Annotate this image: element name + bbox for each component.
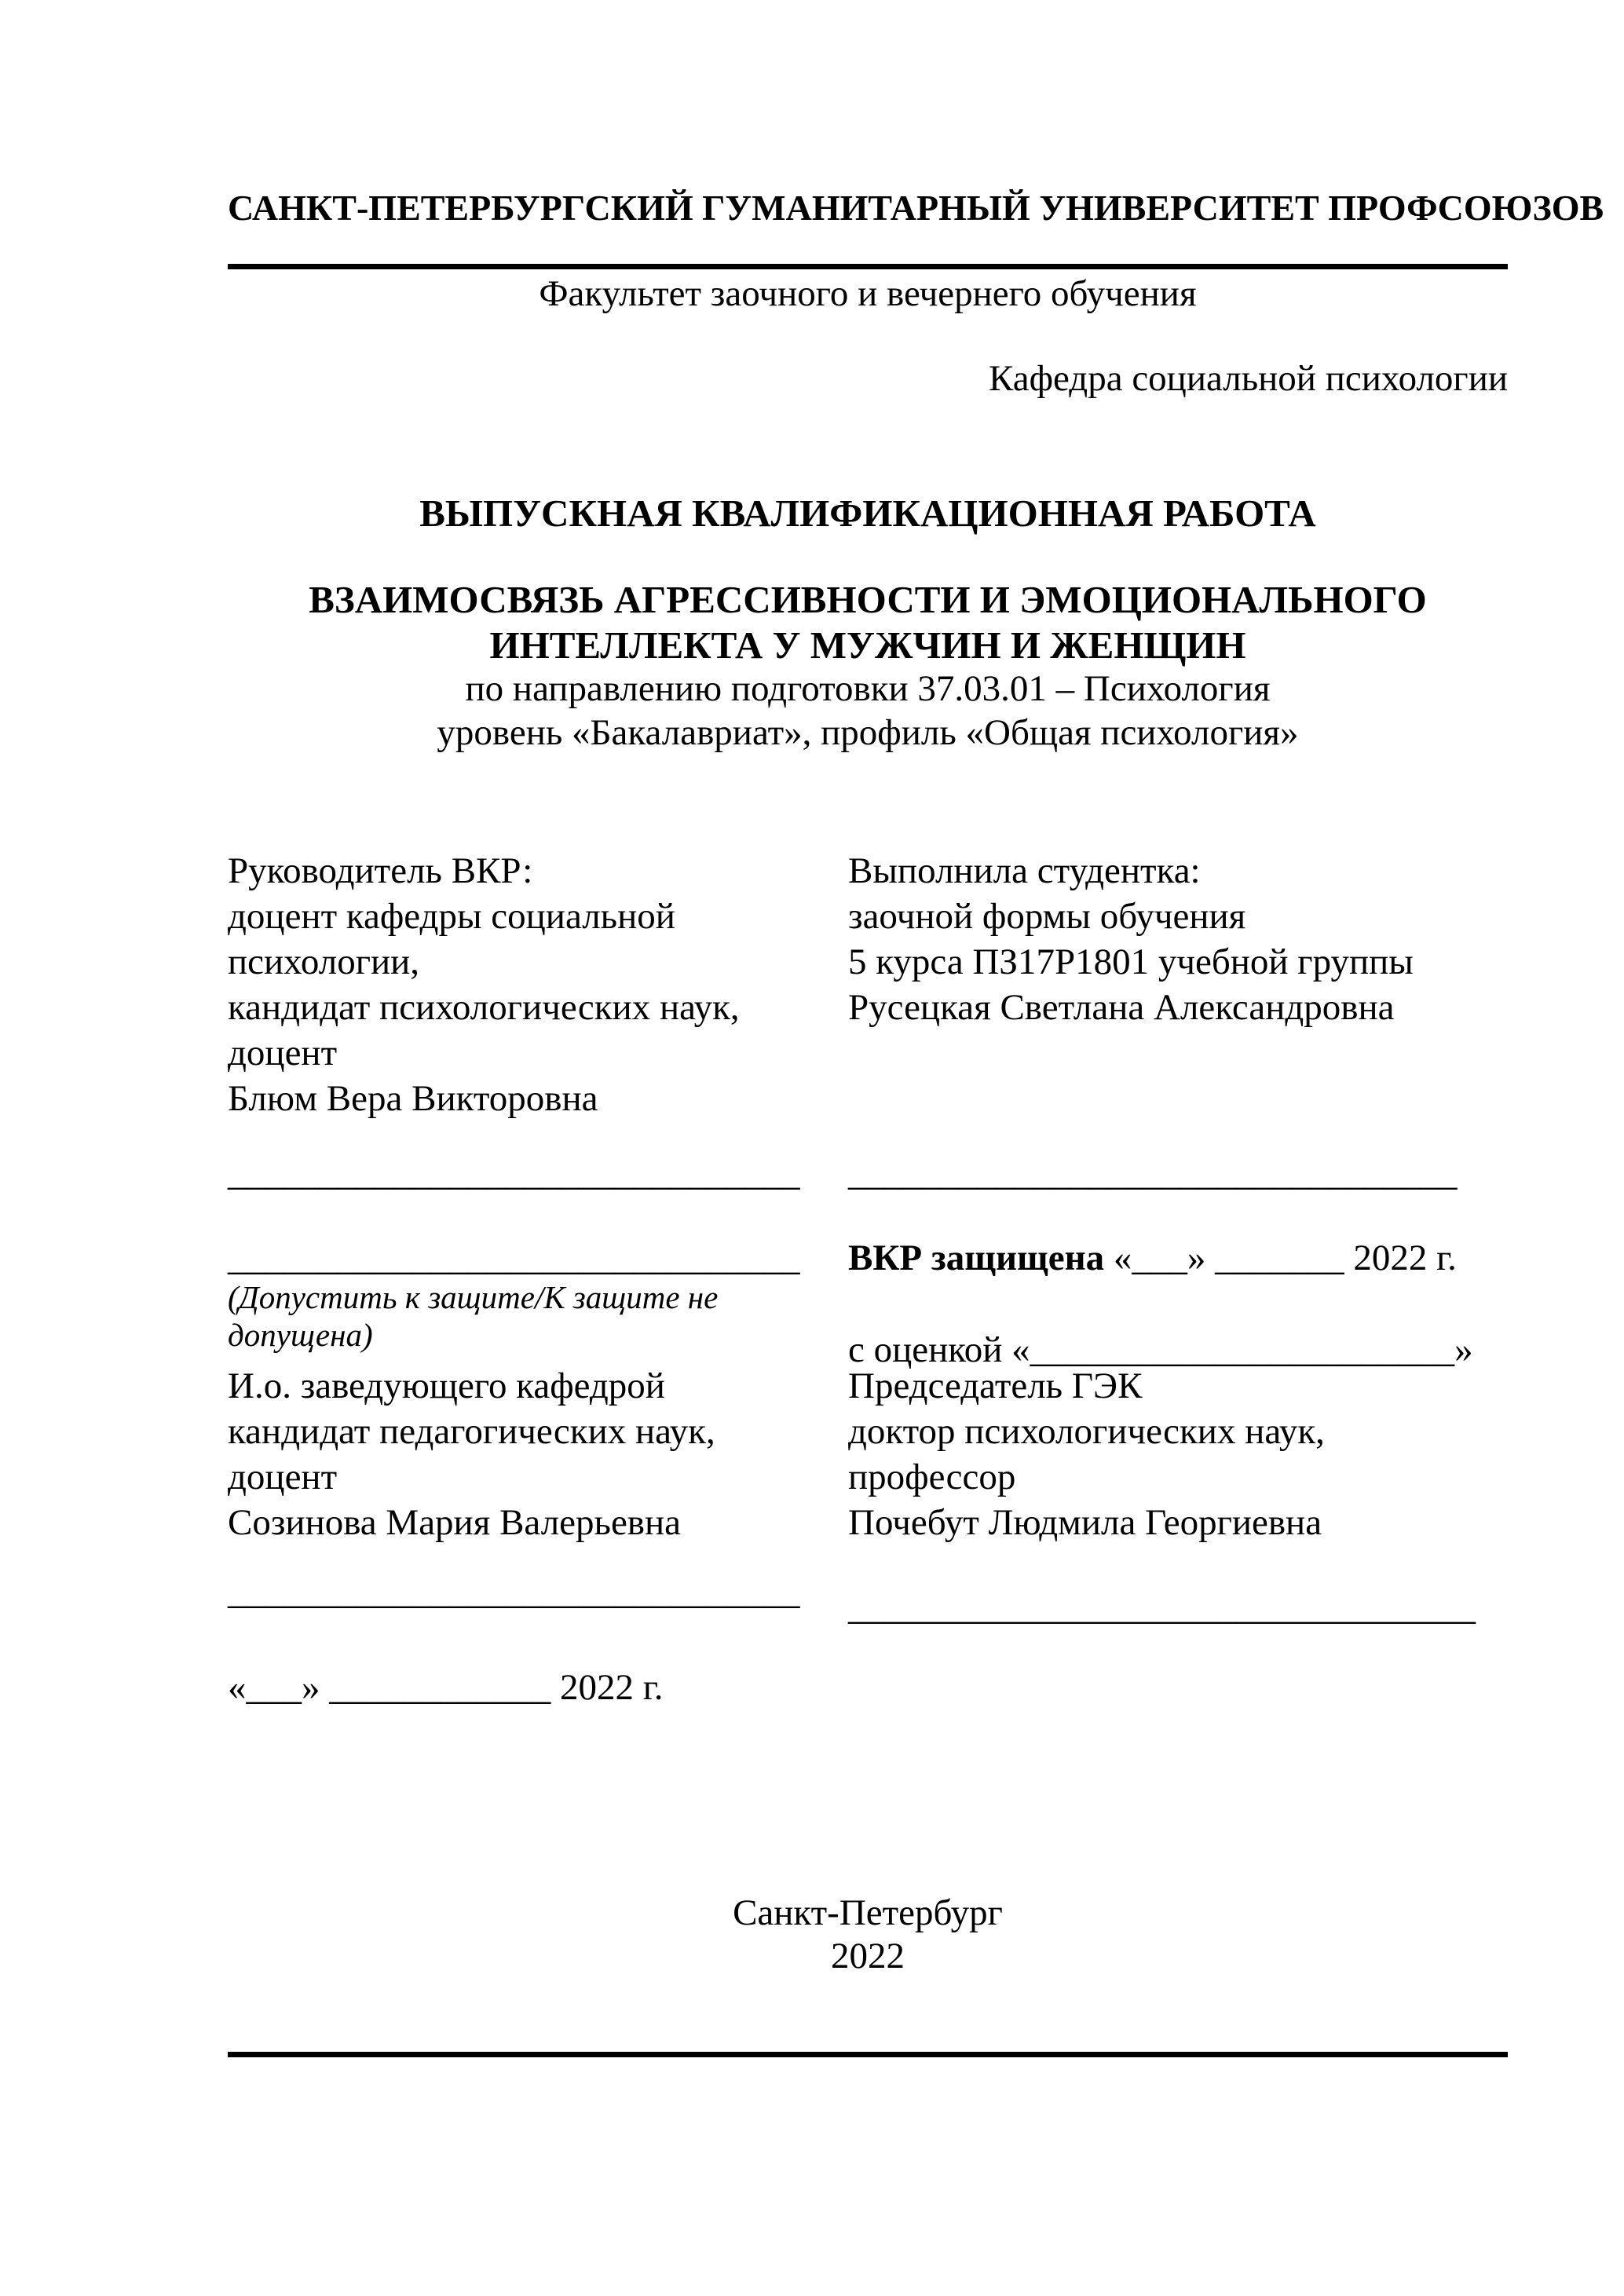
thesis-title: [228, 577, 1508, 668]
student-line: 5 курса ПЗ17Р1801 учебной группы: [848, 941, 1414, 982]
supervisor-signature-line-1: _______________________________: [228, 1153, 800, 1194]
department-head-line: доцент: [228, 1457, 338, 1497]
chairman-line: Почебут Людмила Георгиевна: [848, 1502, 1322, 1543]
chairman-line: профессор: [848, 1457, 1016, 1497]
supervisor-block: [228, 848, 848, 1121]
defense-signature-line: _________________________________: [848, 1153, 1458, 1194]
defended-rest: «___» _______ 2022 г.: [1104, 1238, 1457, 1278]
department-name: Кафедра социальной психологии: [989, 358, 1508, 399]
chairman-block: [848, 1363, 1508, 1545]
admission-note: (Допустить к защите/К защите не допущена): [228, 1279, 719, 1353]
date-line: «___» ____________ 2022 г.: [228, 1667, 664, 1708]
city-line: Санкт-Петербург: [733, 1892, 1003, 1933]
chairman-line: доктор психологических наук,: [848, 1411, 1325, 1452]
supervisor-line: психологии,: [228, 941, 420, 982]
department-head-line: кандидат педагогических наук,: [228, 1411, 715, 1452]
student-line: Русецкая Светлана Александровна: [848, 987, 1395, 1028]
university-name: САНКТ-ПЕТЕРБУРГСКИЙ ГУМАНИТАРНЫЙ УНИВЕРСИТЕТ ПРОФСОЮЗОВ: [228, 188, 1604, 228]
supervisor-line: доцент кафедры социальной: [228, 896, 675, 937]
grade-line: с оценкой «_______________________»: [848, 1329, 1473, 1370]
bottom-rule: [228, 2052, 1508, 2057]
level-line: уровень «Бакалавриат», профиль «Общая психология»: [437, 712, 1299, 753]
supervisor-signature-line-2: _______________________________: [228, 1238, 800, 1278]
department-head-block: [228, 1363, 848, 1545]
work-type-heading: ВЫПУСКНАЯ КВАЛИФИКАЦИОННАЯ РАБОТА: [419, 492, 1316, 535]
faculty-name: Факультет заочного и вечернего обучения: [539, 273, 1197, 314]
supervisor-line: доцент: [228, 1033, 338, 1073]
thesis-title-line1: ВЗАИМОСВЯЗЬ АГРЕССИВНОСТИ И ЭМОЦИОНАЛЬНОГО: [309, 578, 1427, 621]
supervisor-line: Блюм Вера Викторовна: [228, 1078, 598, 1119]
student-line: заочной формы обучения: [848, 896, 1246, 937]
department-head-signature-line: _______________________________: [228, 1571, 800, 1612]
defended-label: ВКР защищена: [848, 1238, 1105, 1278]
year-line: 2022: [831, 1936, 905, 1976]
department-head-line: Созинова Мария Валерьевна: [228, 1502, 682, 1543]
student-line: Выполнила студентка:: [848, 850, 1201, 891]
supervisor-line: Руководитель ВКР:: [228, 850, 533, 891]
chairman-signature-line: __________________________________: [848, 1587, 1476, 1628]
chairman-line: Председатель ГЭК: [848, 1366, 1143, 1406]
thesis-title-line2: ИНТЕЛЛЕКТА У МУЖЧИН И ЖЕНЩИН: [489, 623, 1246, 667]
defended-line: [848, 1237, 1508, 1279]
department-head-line: И.о. заведующего кафедрой: [228, 1366, 665, 1406]
header-rule: [228, 264, 1508, 269]
student-block: [848, 848, 1508, 1030]
program-line: по направлению подготовки 37.03.01 – Психология: [465, 668, 1271, 709]
supervisor-line: кандидат психологических наук,: [228, 987, 740, 1028]
